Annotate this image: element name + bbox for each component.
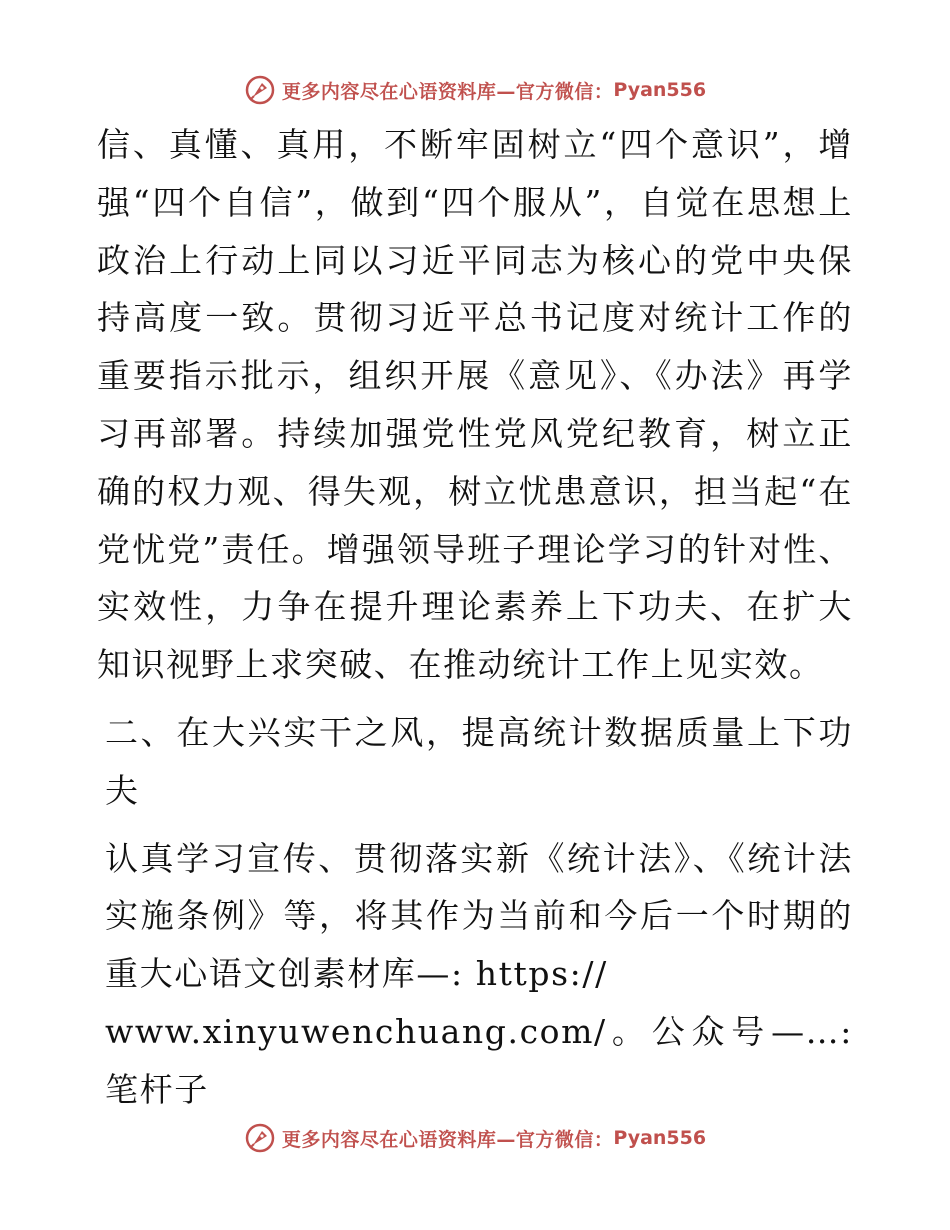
footer-banner <box>0 1118 950 1158</box>
paragraph-1: 信、真懂、真用，不断牢固树立“四个意识”，增强“四个自信”，做到“四个服从”，自觉在思想上政治上行动上同以习近平同志为核心的党中央保持高度一致。贯彻习近平总书记度对统计工作的重要指示批示，组织开展《意见》、《办法》再学习再部署。持续加强党性党风党纪教育，树立正确的权力观、得失观，树立忧患意识，担当起“在党忧党”责任。增强领导班子理论学习的针对性、实效性，力争在提升理论素养上下功夫、在扩大知识视野上求突破、在推动统计工作上见实效。 <box>97 125 853 685</box>
footer-banner-contact: Pyan556 <box>613 1127 707 1149</box>
header-banner <box>0 70 950 110</box>
footer-banner-text: 更多内容尽在心语资料库—官方微信： <box>281 1128 614 1151</box>
document-body <box>97 116 853 1119</box>
pen-nib-logo-icon <box>244 74 276 106</box>
header-banner-text: 更多内容尽在心语资料库—官方微信： <box>281 80 614 103</box>
pen-nib-logo-icon <box>244 1122 276 1154</box>
paragraph-2 <box>97 830 853 1119</box>
section-heading: 二、在大兴实干之风，提高统计数据质量上下功夫 <box>105 712 853 810</box>
paragraph-2-line-2: www.xinyuwenchuang.com/。公众号—…: 笔杆子 <box>105 1011 853 1109</box>
paragraph-2-line-1: 认真学习宣传、贯彻落实新《统计法》、《统计法实施条例》等，将其作为当前和今后一个时期的重大心语文创素材库—: https:// <box>105 838 853 994</box>
header-banner-contact: Pyan556 <box>613 79 707 101</box>
